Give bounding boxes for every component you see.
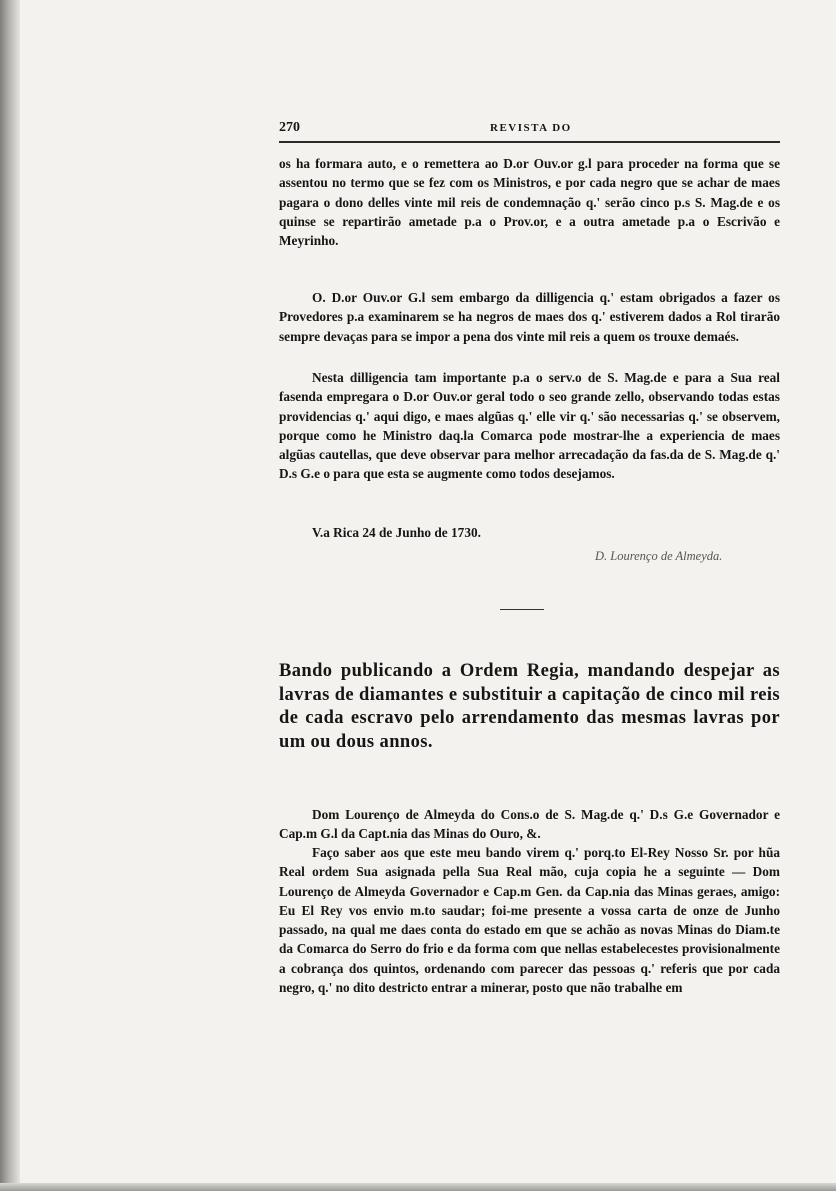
page-number: 270 [279, 120, 300, 135]
header-rule [279, 141, 780, 143]
bando-paragraph-1: Dom Lourenço de Almeyda do Cons.o de S. Mag.de q.' D.s G.e Governador e Cap.m G.l da Capt.nia das Minas do Ouro, &. [279, 807, 780, 842]
page-bottom-edge [0, 1183, 836, 1191]
bando-paragraph-2: Faço saber aos que este meu bando virem q.' porq.to El-Rey Nosso Sr. por hũa Real ordem Sua asignada pella Sua Real mão, cuja copia he a seguinte — Dom Lourenço de Almeyda Governador e Cap.m Gen. da Cap.nia das Minas geraes, amigo: Eu El Rey vos envio m.to saudar; foi-me presente a vossa carta de onze de Junho passado, na qual me daes conta do estado em que se achão as novas Minas do Diam.te da Comarca do Serro do frio e da forma com que nellas estabelecestes provisionalmente a cobrança dos quintos, ordenando com parecer das pessoas q.' referis que por cada negro, q.' no dito destricto entrar a minerar, posto que não trabalhe em [279, 845, 780, 996]
letter-paragraph-1: os ha formara auto, e o remettera ao D.or Ouv.or g.l para proceder na forma que se assentou no termo que se fez com os Ministros, e por cada negro que se achar de maes pagara o dono delles vinte mil reis de condemnação q.' serão cinco p.s S. Mag.de e os quinse se repartirão ametade p.a o Prov.or, e a outra ametade p.a o Escrivão e Meyrinho. [279, 156, 780, 249]
letter-paragraph-2: O. D.or Ouv.or G.l sem embargo da dilligencia q.' estam obrigados a fazer os Provedores p.a examinarem se ha negros de maes dos q.' estiverem dados a Rol tirarão sempre devaças para se impor a pena dos vinte mil reis a quem os trouxe demaés. [279, 290, 780, 344]
letter-paragraph-3: Nesta dilligencia tam importante p.a o serv.o de S. Mag.de e para a Sua real fasenda empregara o D.or Ouv.or geral todo o seo grande zello, observando todas estas providencias q.' aqui digo, e maes algũas q.' elle vir q.' são necessarias q.' se observem, porque como he Ministro daq.la Comarca pode mostrar-lhe a experiencia de maes algũas cautellas, que deve observar para melhor arrecadação da fas.da de S. Mag.de q.' D.s G.e o para que esta se augmente como todos desejamos. [279, 370, 780, 482]
letter-date-line: V.a Rica 24 de Junho de 1730. [312, 525, 481, 540]
page-edge-shadow [0, 0, 20, 1191]
running-head: REVISTA DO [490, 122, 572, 134]
bando-heading: Bando publicando a Ordem Regia, mandando despejar as lavras de diamantes e substituir a capitação de cinco mil reis de cada escravo pelo arrendamento das mesmas lavras por um ou dous annos. [279, 661, 780, 752]
section-divider [500, 609, 544, 610]
letter-signature: D. Lourenço de Almeyda. [595, 549, 723, 563]
